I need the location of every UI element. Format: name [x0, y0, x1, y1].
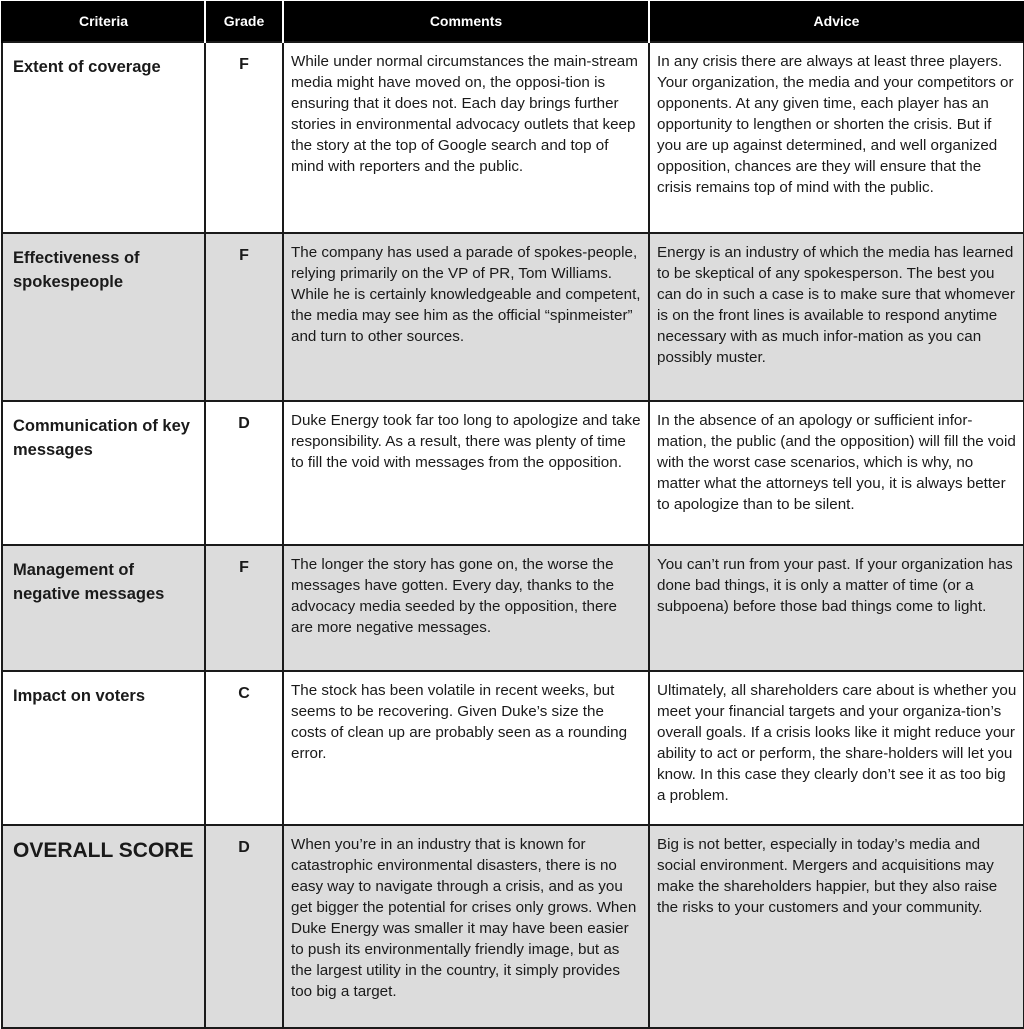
advice-cell: Energy is an industry of which the media has learned to be skeptical of any spokesperson. The best you can do in such a case is to make sure that whomever is on the front lines is available to respond anytime necessary with as much infor-mation as you can possibly muster.: [649, 233, 1024, 401]
grade-cell: D: [205, 401, 283, 545]
comments-cell: The longer the story has gone on, the worse the messages have gotten. Every day, thanks to the advocacy media seeded by the opposition, there are more negative messages.: [283, 545, 649, 671]
comments-cell: Duke Energy took far too long to apologize and take responsibility. As a result, there was plenty of time to fill the void with messages from the opposition.: [283, 401, 649, 545]
comments-cell: The stock has been volatile in recent weeks, but seems to be recovering. Given Duke’s size the costs of clean up are probably seen as a rounding error.: [283, 671, 649, 825]
advice-cell: In the absence of an apology or sufficient infor-mation, the public (and the opposition) will fill the void with the worst case scenarios, which is why, no matter what the attorneys tell you, it is always better to apologize than to be silent.: [649, 401, 1024, 545]
grade-cell: F: [205, 42, 283, 233]
grade-cell: F: [205, 545, 283, 671]
grade-cell: C: [205, 671, 283, 825]
header-grade: Grade: [205, 1, 283, 42]
table-row: [2, 401, 1024, 545]
advice-cell: You can’t run from your past. If your organization has done bad things, it is only a matter of time (or a subpoena) before those bad things come to light.: [649, 545, 1024, 671]
criteria-cell: Extent of coverage: [2, 42, 205, 233]
overall-score-label: OVERALL SCORE: [2, 825, 205, 1028]
advice-cell: Big is not better, especially in today’s media and social environment. Mergers and acquisitions may make the shareholders happier, but they also raise the risks to your customers and your community.: [649, 825, 1024, 1028]
advice-cell: Ultimately, all shareholders care about is whether you meet your financial targets and your organiza-tion’s overall goals. If a crisis looks like it might reduce your ability to act or perform, the share-holders will let you know. In this case they clearly don’t see it as too big a problem.: [649, 671, 1024, 825]
criteria-cell: Communication of key messages: [2, 401, 205, 545]
table-row: [2, 233, 1024, 401]
table-header: [2, 1, 1024, 42]
criteria-cell: Effectiveness of spokespeople: [2, 233, 205, 401]
report-card-table: [1, 1, 1024, 1029]
header-row: [2, 1, 1024, 42]
header-comments: Comments: [283, 1, 649, 42]
table-row: [2, 545, 1024, 671]
comments-cell: While under normal circumstances the main-stream media might have moved on, the opposi-tion is ensuring that it does not. Each day brings further stories in environmental advocacy outlets that keep the story at the top of Google search and top of mind with reporters and the public.: [283, 42, 649, 233]
comments-cell: When you’re in an industry that is known for catastrophic environmental disasters, there is no easy way to navigate through a crisis, and as you get bigger the potential for crises only grows. When Duke Energy was smaller it may have been easier to push its environmentally friendly image, but as the largest utility in the country, it simply provides too big a target.: [283, 825, 649, 1028]
header-criteria: Criteria: [2, 1, 205, 42]
table-row: [2, 671, 1024, 825]
grade-cell: F: [205, 233, 283, 401]
header-advice: Advice: [649, 1, 1024, 42]
criteria-cell: Impact on voters: [2, 671, 205, 825]
table-row: [2, 42, 1024, 233]
overall-grade-cell: D: [205, 825, 283, 1028]
table-body: [2, 42, 1024, 1028]
advice-cell: In any crisis there are always at least three players. Your organization, the media and your competitors or opponents. At any given time, each player has an opportunity to lengthen or shorten the crisis. But if you are up against determined, and well organized opposition, chances are they will ensure that the crisis remains top of mind with the public.: [649, 42, 1024, 233]
comments-cell: The company has used a parade of spokes-people, relying primarily on the VP of PR, Tom Williams. While he is certainly knowledgeable and competent, the media may see him as the official “spinmeister” and turn to other sources.: [283, 233, 649, 401]
overall-score-row: [2, 825, 1024, 1028]
criteria-cell: Management of negative messages: [2, 545, 205, 671]
